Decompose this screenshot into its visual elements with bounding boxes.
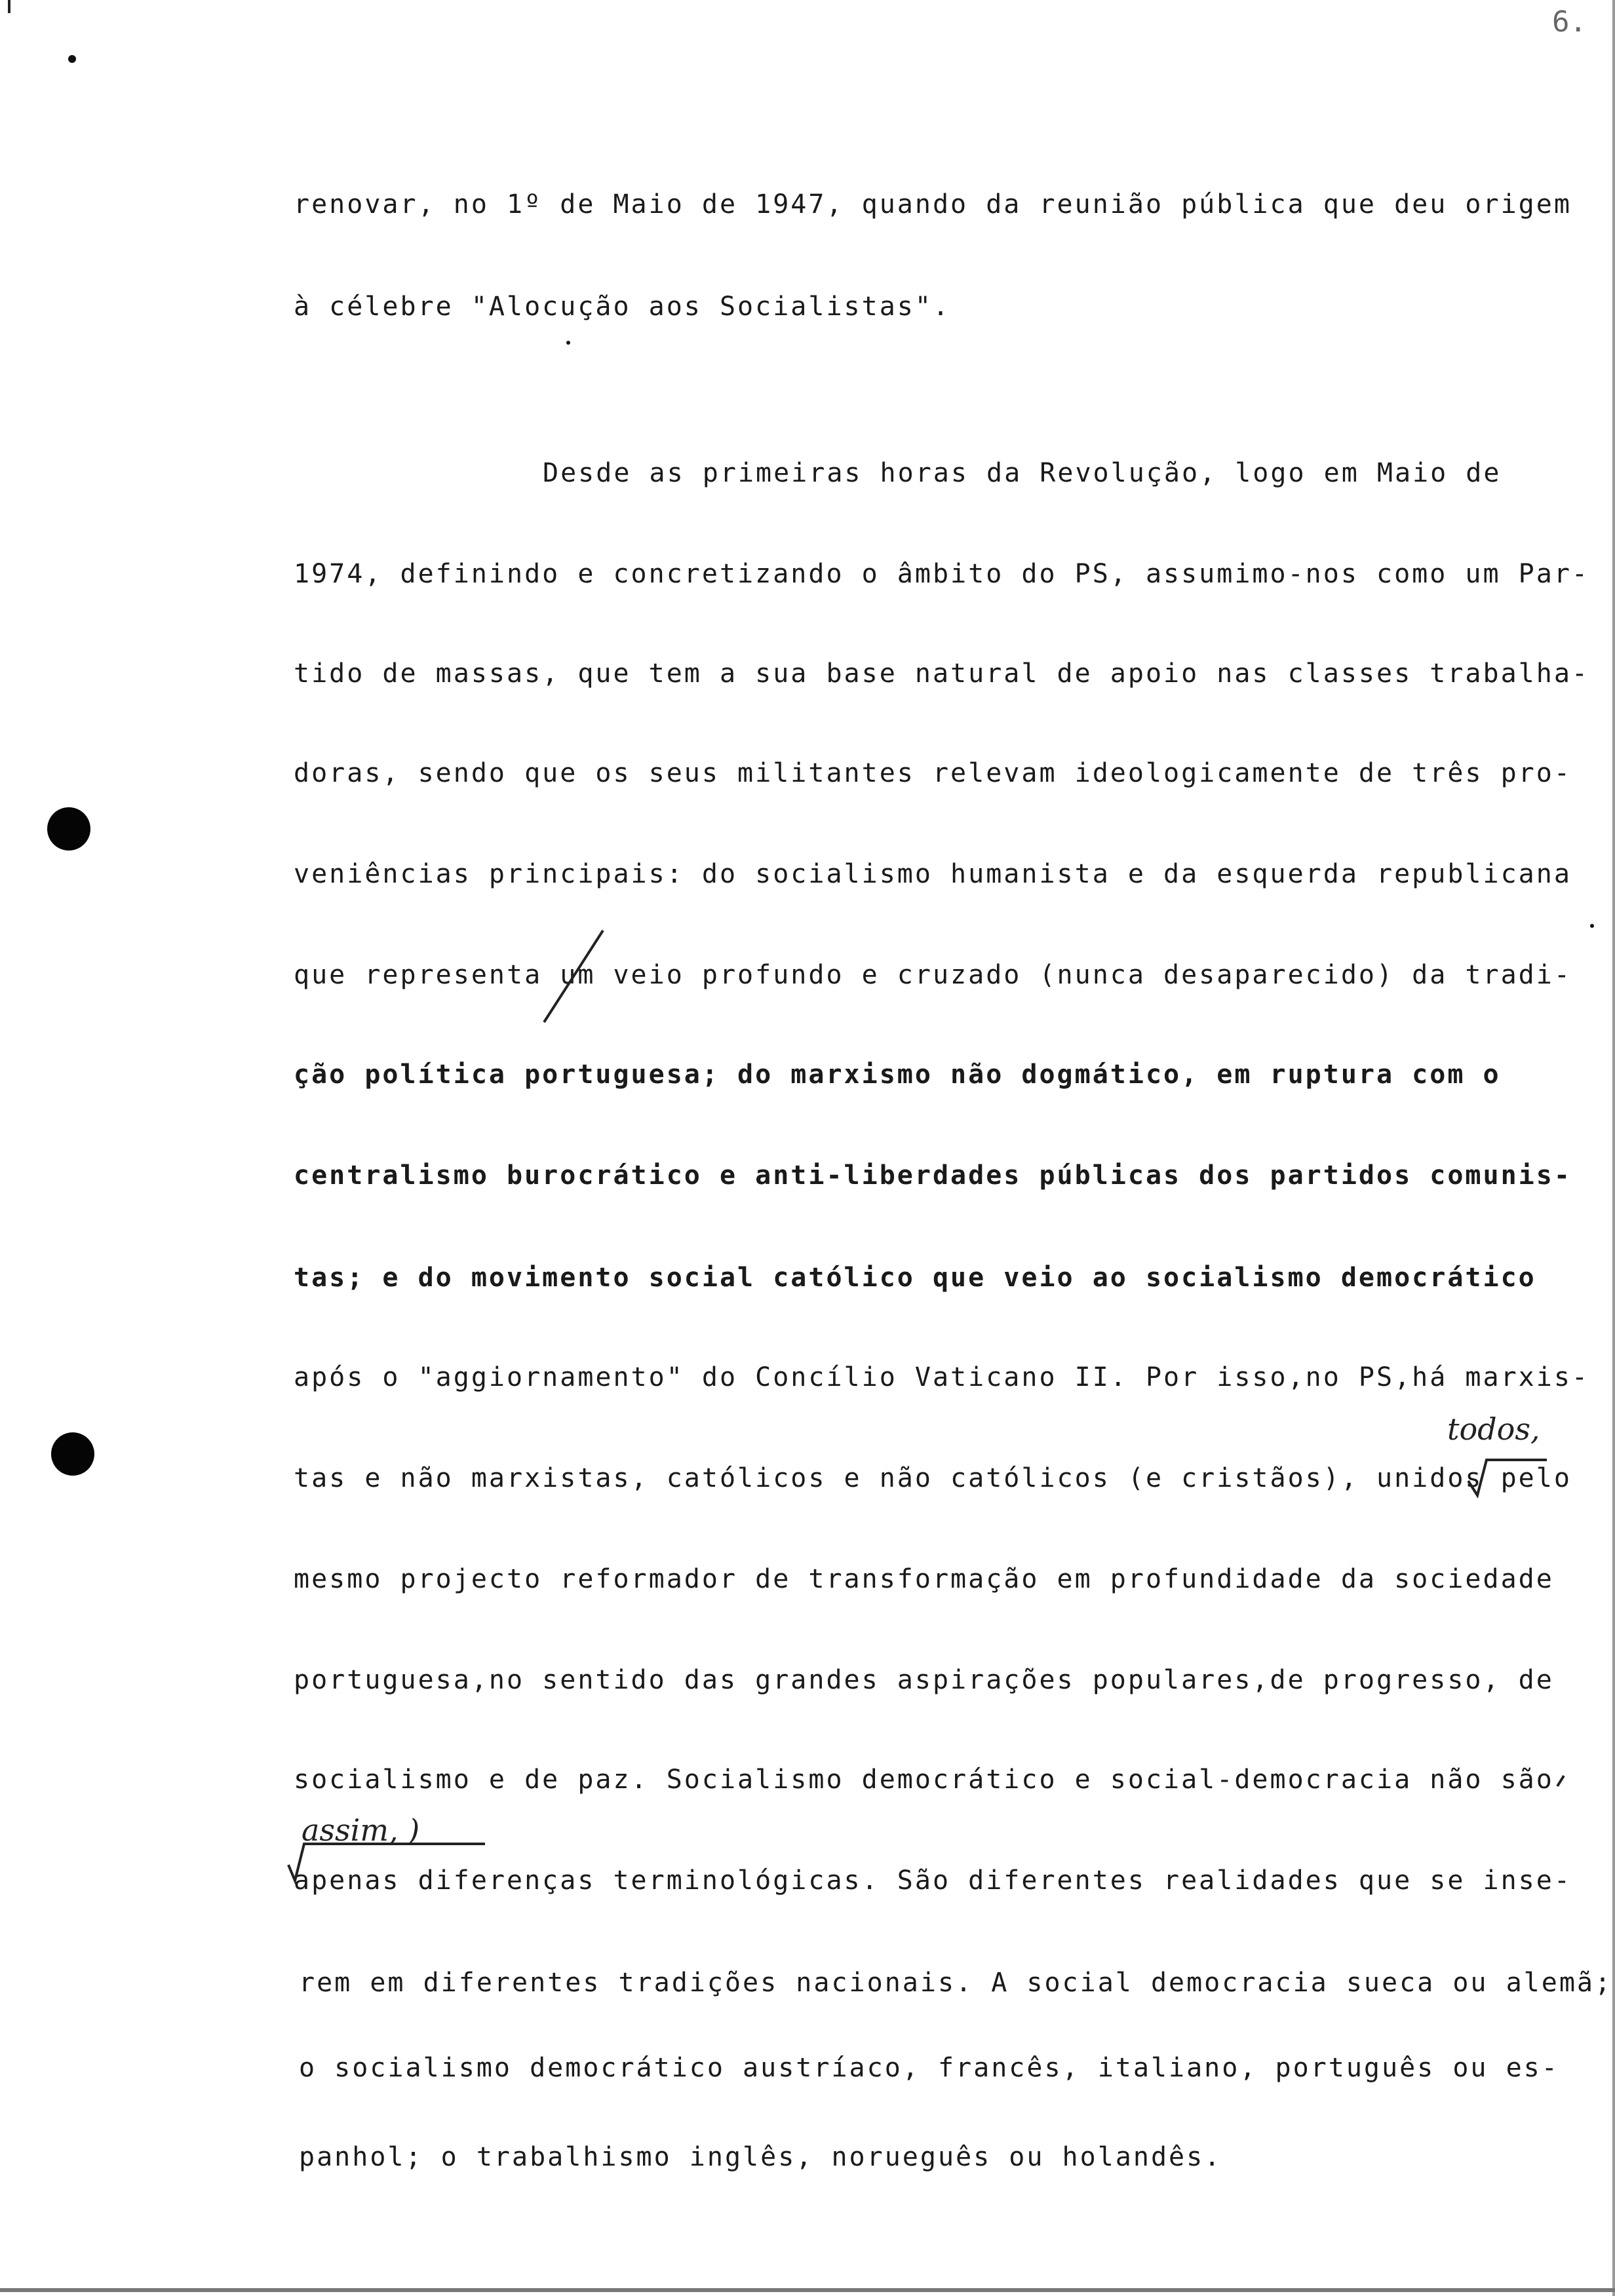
text-line: Desde as primeiras horas da Revolução, logo em Maio de — [543, 458, 1502, 488]
text-line: mesmo projecto reformador de transformação em profundidade da sociedade — [294, 1564, 1554, 1594]
text-line: ção política portuguesa; do marxismo não dogmático, em ruptura com o — [294, 1060, 1501, 1090]
text-line: portuguesa,no sentido das grandes aspirações populares,de progresso, de — [294, 1665, 1554, 1695]
text-line: tas e não marxistas, católicos e não católicos (e cristãos), unidos pelo — [294, 1463, 1572, 1493]
text-line: rem em diferentes tradições nacionais. A social democracia sueca ou alemã; — [299, 1968, 1613, 1998]
punch-hole — [51, 1432, 94, 1476]
text-line: doras, sendo que os seus militantes relevam ideologicamente de três pro- — [294, 758, 1572, 788]
text-line: apenas diferenças terminológicas. São diferentes realidades que se inse- — [294, 1866, 1572, 1896]
text-line: centralismo burocrático e anti-liberdades públicas dos partidos comunis- — [294, 1160, 1572, 1191]
text-line: socialismo e de paz. Socialismo democrático e social-democracia não são — [294, 1765, 1554, 1795]
text-line: 1974, definindo e concretizando o âmbito do PS, assumimo-nos como um Par- — [294, 559, 1589, 589]
punch-hole — [47, 807, 90, 851]
handwritten-annotation-assim: assim, ) — [302, 1812, 420, 1848]
text-line: renovar, no 1º de Maio de 1947, quando da reunião pública que deu origem — [294, 189, 1572, 220]
scan-mark — [8, 0, 10, 13]
scan-speck — [566, 341, 570, 345]
bottom-rule — [0, 2288, 1615, 2292]
handwritten-annotation-todos: todos, — [1447, 1411, 1540, 1447]
text-line: à célebre "Alocução aos Socialistas". — [294, 292, 951, 322]
text-line: veniências principais: do socialismo humanista e da esquerda republicana — [294, 859, 1572, 889]
text-line: que representa um veio profundo e cruzado (nunca desaparecido) da tradi- — [294, 960, 1572, 990]
page-edge — [1612, 0, 1615, 2296]
text-line: tas; e do movimento social católico que veio ao socialismo democrático — [294, 1263, 1536, 1293]
text-line: o socialismo democrático austríaco, francês, italiano, português ou es- — [299, 2053, 1559, 2083]
scan-speck — [1590, 924, 1594, 928]
text-line: panhol; o trabalhismo inglês, norueguês ou holandês. — [299, 2142, 1222, 2172]
text-line: tido de massas, que tem a sua base natural de apoio nas classes trabalha- — [294, 659, 1589, 689]
scan-speck — [68, 55, 76, 63]
page-number: 6. — [1552, 5, 1587, 39]
comma-insert-mark — [1557, 1776, 1564, 1786]
text-line: após o "aggiornamento" do Concílio Vaticano II. Por isso,no PS,há marxis- — [294, 1362, 1589, 1392]
